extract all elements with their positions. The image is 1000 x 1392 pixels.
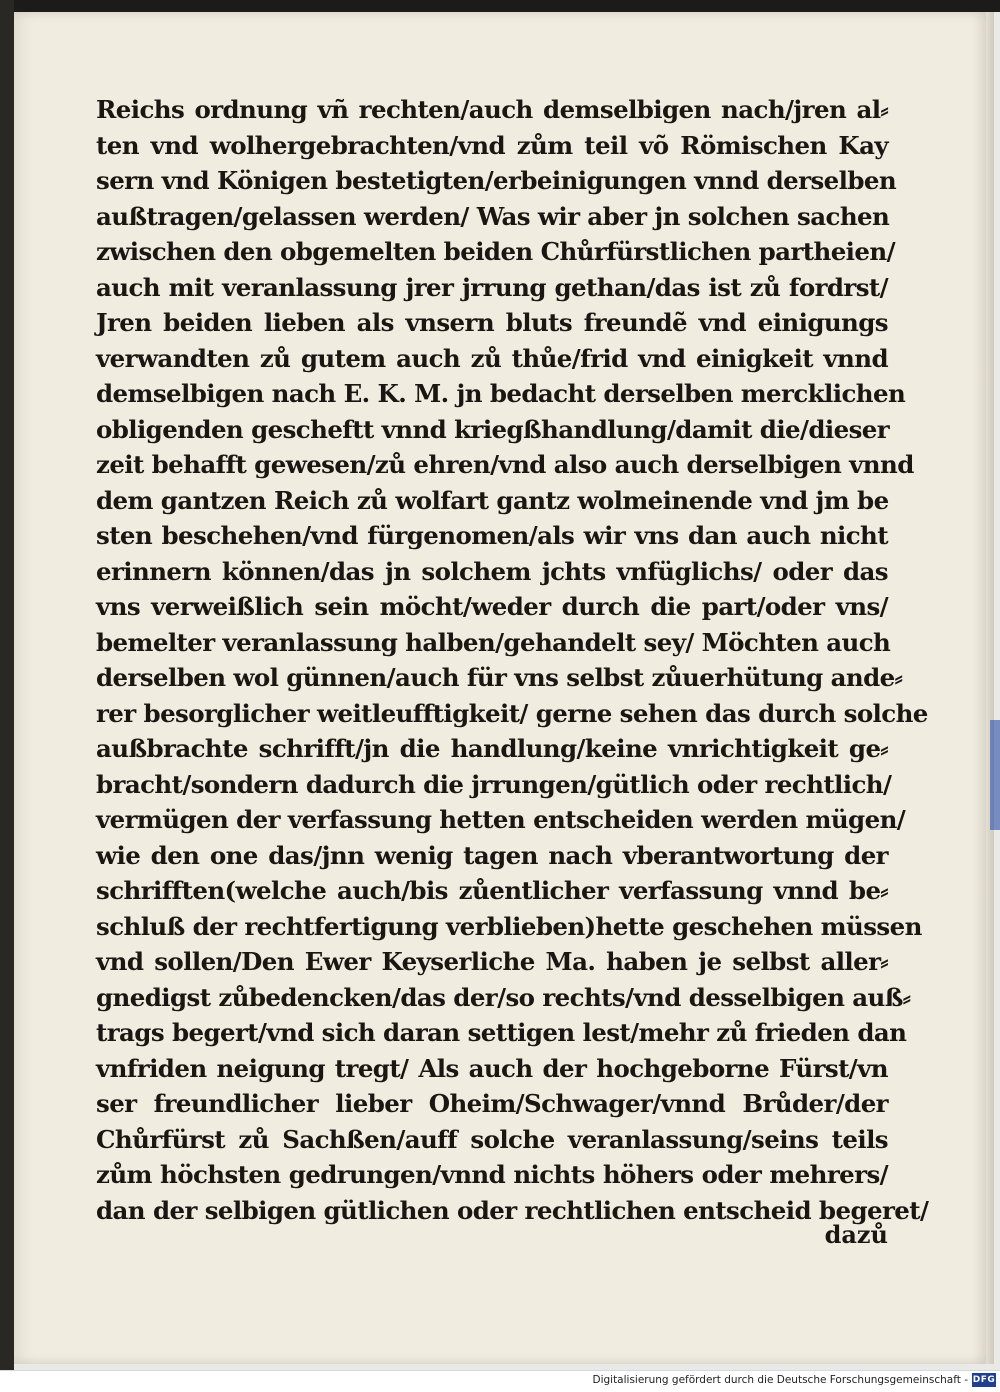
- text-line: vns verweißlich sein möcht/weder durch die part/oder vns/: [96, 592, 888, 621]
- text-line: vermügen der verfassung hetten entscheiden werden mügen/: [96, 805, 906, 834]
- text-line: auch mit veranlassung jrer jrrung gethan/das ist zů fordrst/: [96, 272, 888, 302]
- text-line: bemelter veranlassung halben/gehandelt sey/ Möchten auch: [96, 627, 891, 657]
- text-line: dem gantzen Reich zů wolfart gantz wolmeinende vnd jm be: [96, 485, 889, 515]
- text-line: zům höchsten gedrungen/vnnd nichts höhers oder mehrers/: [96, 1160, 888, 1189]
- book-left-edge: [0, 0, 14, 1370]
- text-line: derselben wol günnen/auch für vns selbst zůuerhütung ande⸗: [96, 663, 903, 692]
- catchword: dazů: [824, 1220, 888, 1249]
- text-line: erinnern können/das jn solchem jchts vnfüglichs/ oder das: [96, 556, 888, 586]
- dfg-logo: DFG: [972, 1375, 996, 1385]
- text-line: ser freundlicher lieber Oheim/Schwager/vnnd Brůder/der: [96, 1089, 888, 1118]
- text-line: vnd sollen/Den Ewer Keyserliche Ma. haben je selbst aller⸗: [96, 947, 888, 976]
- text-line: außtragen/gelassen werden/ Was wir aber jn solchen sachen: [96, 201, 890, 231]
- text-line: verwandten zů gutem auch zů thůe/frid vnd einigkeit vnnd: [96, 343, 888, 373]
- text-line: vnfriden neigung tregt/ Als auch der hochgeborne Fürst/vn: [96, 1053, 888, 1083]
- text-line: ten vnd wolhergebrachten/vnd zům teil võ Römischen Kay: [96, 130, 888, 160]
- text-line: Reichs ordnung vñ rechten/auch demselbigen nach/jren al⸗: [96, 95, 888, 124]
- text-line: sten beschehen/vnd fürgenomen/als wir vns dan auch nicht: [96, 521, 888, 550]
- text-line: zeit behafft gewesen/zů ehren/vnd also auch derselbigen vnnd: [96, 450, 914, 479]
- body-text: [96, 92, 929, 1228]
- text-line: trags begert/vnd sich daran settigen lest/mehr zů frieden dan: [96, 1018, 907, 1047]
- text-line: demselbigen nach E. K. M. jn bedacht derselben mercklichen: [96, 379, 906, 408]
- text-line: sern vnd Königen bestetigten/erbeinigungen vnnd derselben: [96, 166, 897, 195]
- text-line: Jren beiden lieben als vnsern bluts freundẽ vnd einigungs: [96, 308, 888, 337]
- text-line: rer besorglicher weitleufftigkeit/ gerne sehen das durch solche: [96, 698, 928, 728]
- book-top-edge: [0, 0, 1000, 12]
- footer-credit: Digitalisierung gefördert durch die Deutsche Forschungsgemeinschaft -: [592, 1374, 968, 1386]
- paper-right-edge: [986, 12, 994, 1364]
- text-line: obligenden gescheftt vnnd kriegßhandlung/damit die/dieser: [96, 414, 890, 444]
- text-line: schluß der rechtfertigung verblieben)hette geschehen müssen: [96, 911, 922, 941]
- text-line: gnedigst zůbedencken/das der/so rechts/vnd desselbigen auß⸗: [96, 982, 911, 1012]
- text-line: bracht/sondern dadurch die jrrungen/gütlich oder rechtlich/: [96, 769, 892, 799]
- text-line: wie den one das/jnn wenig tagen nach vberantwortung der: [96, 840, 888, 870]
- text-line: dan der selbigen gütlichen oder rechtlichen entscheid begeret/: [96, 1195, 929, 1225]
- text-line: zwischen den obgemelten beiden Chůrfürstlichen partheien/: [96, 237, 895, 266]
- text-line: außbrachte schrifft/jn die handlung/keine vnrichtigkeit ge⸗: [96, 734, 888, 763]
- text-line: Chůrfürst zů Sachßen/auff solche veranlassung/seins teils: [96, 1124, 888, 1154]
- text-line: schrifften(welche auch/bis zůentlicher verfassung vnnd be⸗: [96, 876, 888, 905]
- color-marker: [990, 720, 1000, 830]
